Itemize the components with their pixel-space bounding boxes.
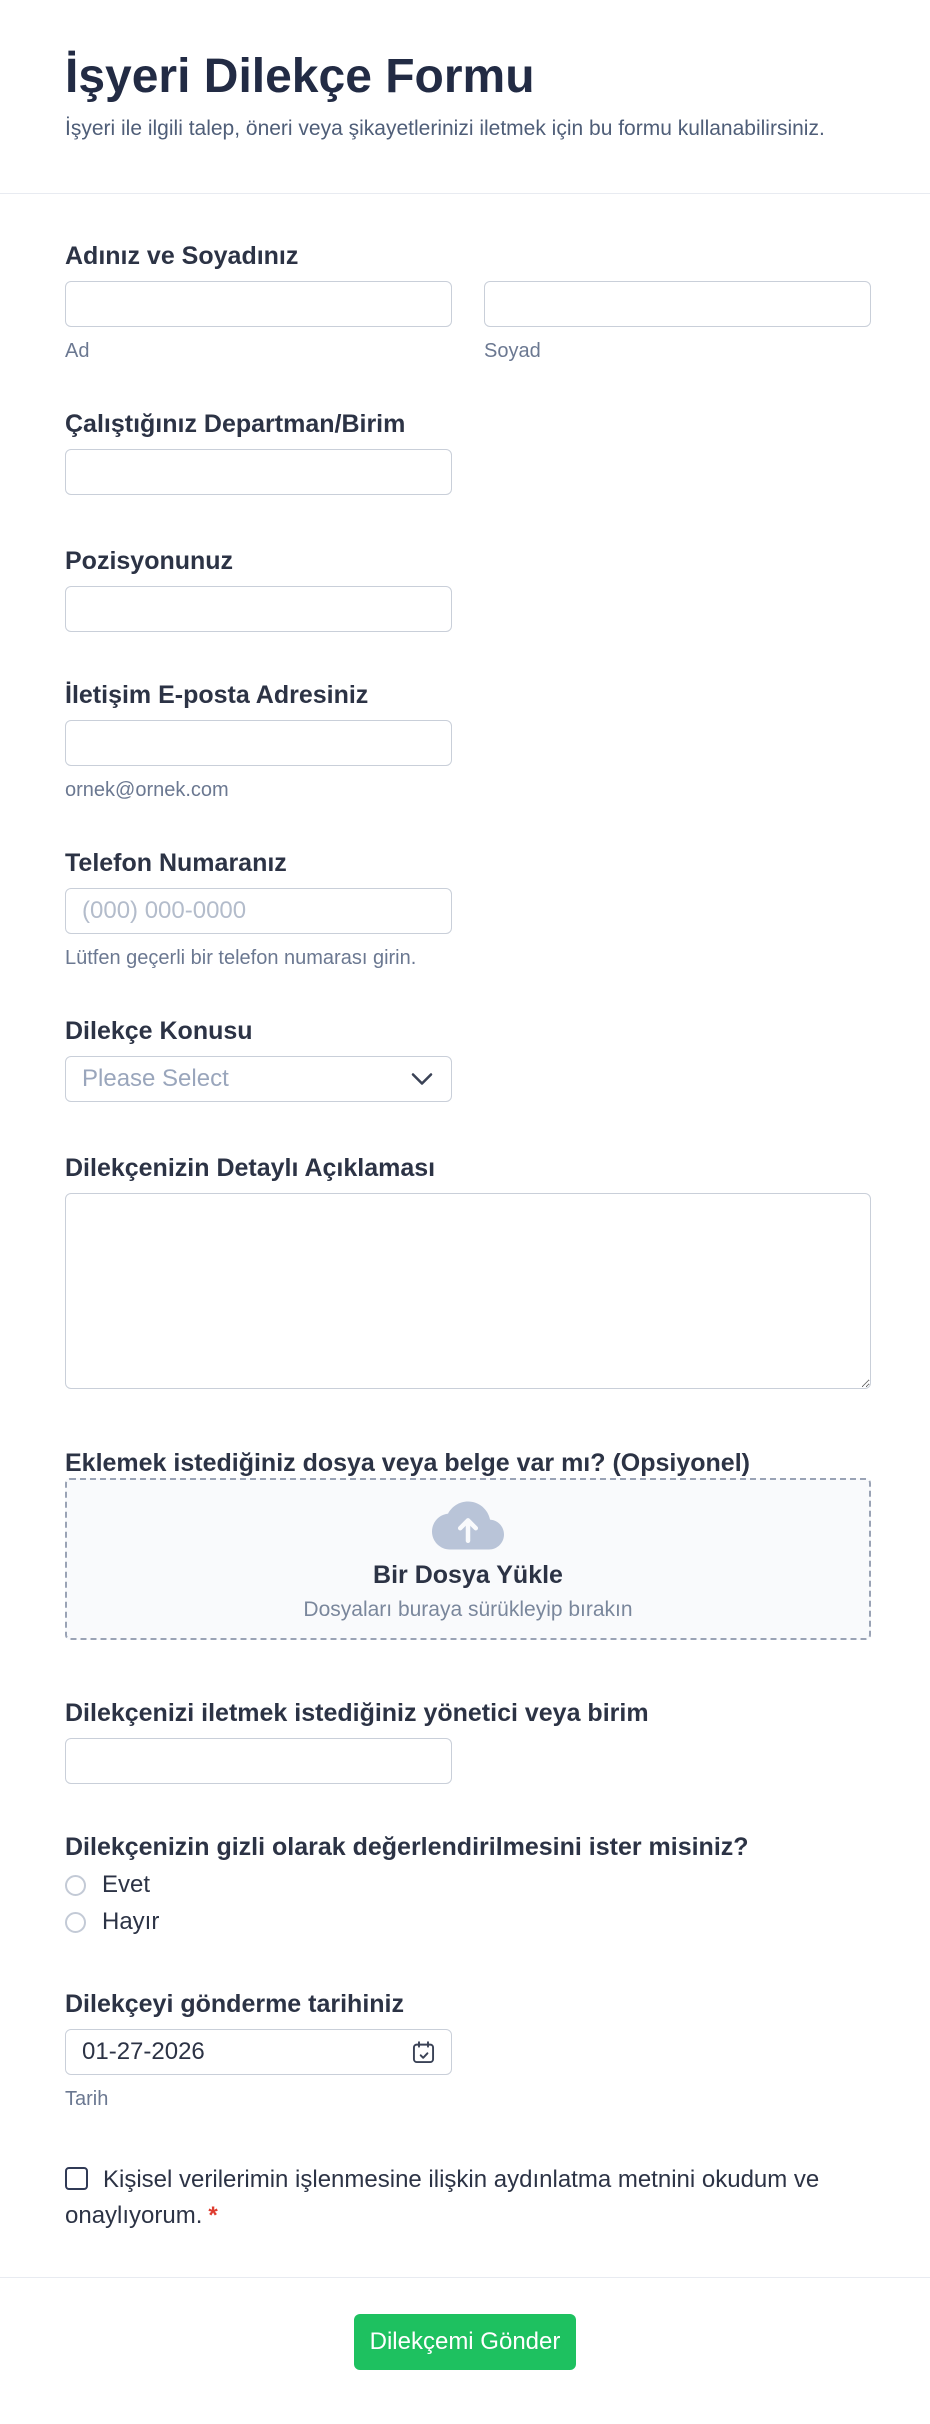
recipient-label: Dilekçenizi iletmek istediğiniz yönetici veya birim [65,1699,649,1727]
submit-button[interactable]: Dilekçemi Gönder [354,2314,576,2370]
description-textarea[interactable] [65,1193,871,1389]
phone-sublabel: Lütfen geçerli bir telefon numarası girin. [65,947,417,969]
full-name-label: Adınız ve Soyadınız [65,242,299,270]
radio-hayir-label: Hayır [102,1908,160,1935]
department-input[interactable] [65,449,452,495]
field-department [65,409,871,495]
radio-option-evet[interactable] [65,1870,871,1900]
field-date [65,1989,871,2111]
field-description [65,1153,871,1389]
radio-option-hayir[interactable] [65,1907,871,1937]
subject-label: Dilekçe Konusu [65,1017,253,1045]
radio-evet-circle[interactable] [65,1875,86,1896]
position-input[interactable] [65,586,452,632]
field-recipient [65,1698,871,1784]
radio-evet-label: Evet [102,1871,151,1898]
consent-text: Kişisel verilerimin işlenmesine ilişkin aydınlatma metnini okudum ve onaylıyorum. [65,2166,820,2229]
attachment-label: Eklemek istediğiniz dosya veya belge var mı? (Opsiyonel) [65,1449,750,1477]
first-name-input[interactable] [65,281,452,327]
email-sublabel: ornek@ornek.com [65,779,229,801]
field-phone [65,848,871,970]
date-field [65,2029,452,2075]
consent-row[interactable] [65,2162,865,2234]
recipient-input[interactable] [65,1738,452,1784]
email-label: İletişim E-posta Adresiniz [65,681,369,709]
chevron-down-icon [411,1072,433,1086]
page-title: İşyeri Dilekçe Formu [65,50,535,103]
first-name-sublabel: Ad [65,340,90,362]
upload-title: Bir Dosya Yükle [373,1560,563,1589]
field-position [65,546,871,632]
field-confidential [65,1832,871,1937]
date-sublabel: Tarih [65,2088,109,2110]
required-asterisk: * [208,2202,218,2229]
form-header [0,0,930,194]
form-body [0,194,930,2277]
subject-select-placeholder: Please Select [82,1065,229,1092]
confidential-label: Dilekçenizin gizli olarak değerlendirilmesini ister misiniz? [65,1833,749,1861]
form-footer [0,2277,930,2424]
calendar-check-icon[interactable] [410,2039,437,2066]
file-upload-dropzone[interactable] [65,1478,871,1640]
last-name-input[interactable] [484,281,871,327]
description-label: Dilekçenizin Detaylı Açıklaması [65,1154,436,1182]
consent-checkbox[interactable] [65,2167,88,2190]
last-name-sublabel: Soyad [484,340,541,362]
field-email [65,680,871,802]
department-label: Çalıştığınız Departman/Birim [65,410,406,438]
radio-hayir-circle[interactable] [65,1912,86,1933]
field-attachment [65,1448,871,1640]
page-subtitle: İşyeri ile ilgili talep, öneri veya şikayetlerinizi iletmek için bu formu kullanabilirsiniz. [65,117,825,140]
field-subject [65,1016,871,1102]
date-input[interactable] [66,2030,410,2074]
phone-label: Telefon Numaranız [65,849,287,877]
phone-input[interactable] [65,888,452,934]
field-full-name [65,241,871,363]
date-label: Dilekçeyi gönderme tarihiniz [65,1990,404,2018]
email-input[interactable] [65,720,452,766]
subject-select[interactable] [65,1056,452,1102]
upload-hint: Dosyaları buraya sürükleyip bırakın [303,1597,633,1621]
position-label: Pozisyonunuz [65,547,234,575]
upload-cloud-icon [432,1497,504,1551]
